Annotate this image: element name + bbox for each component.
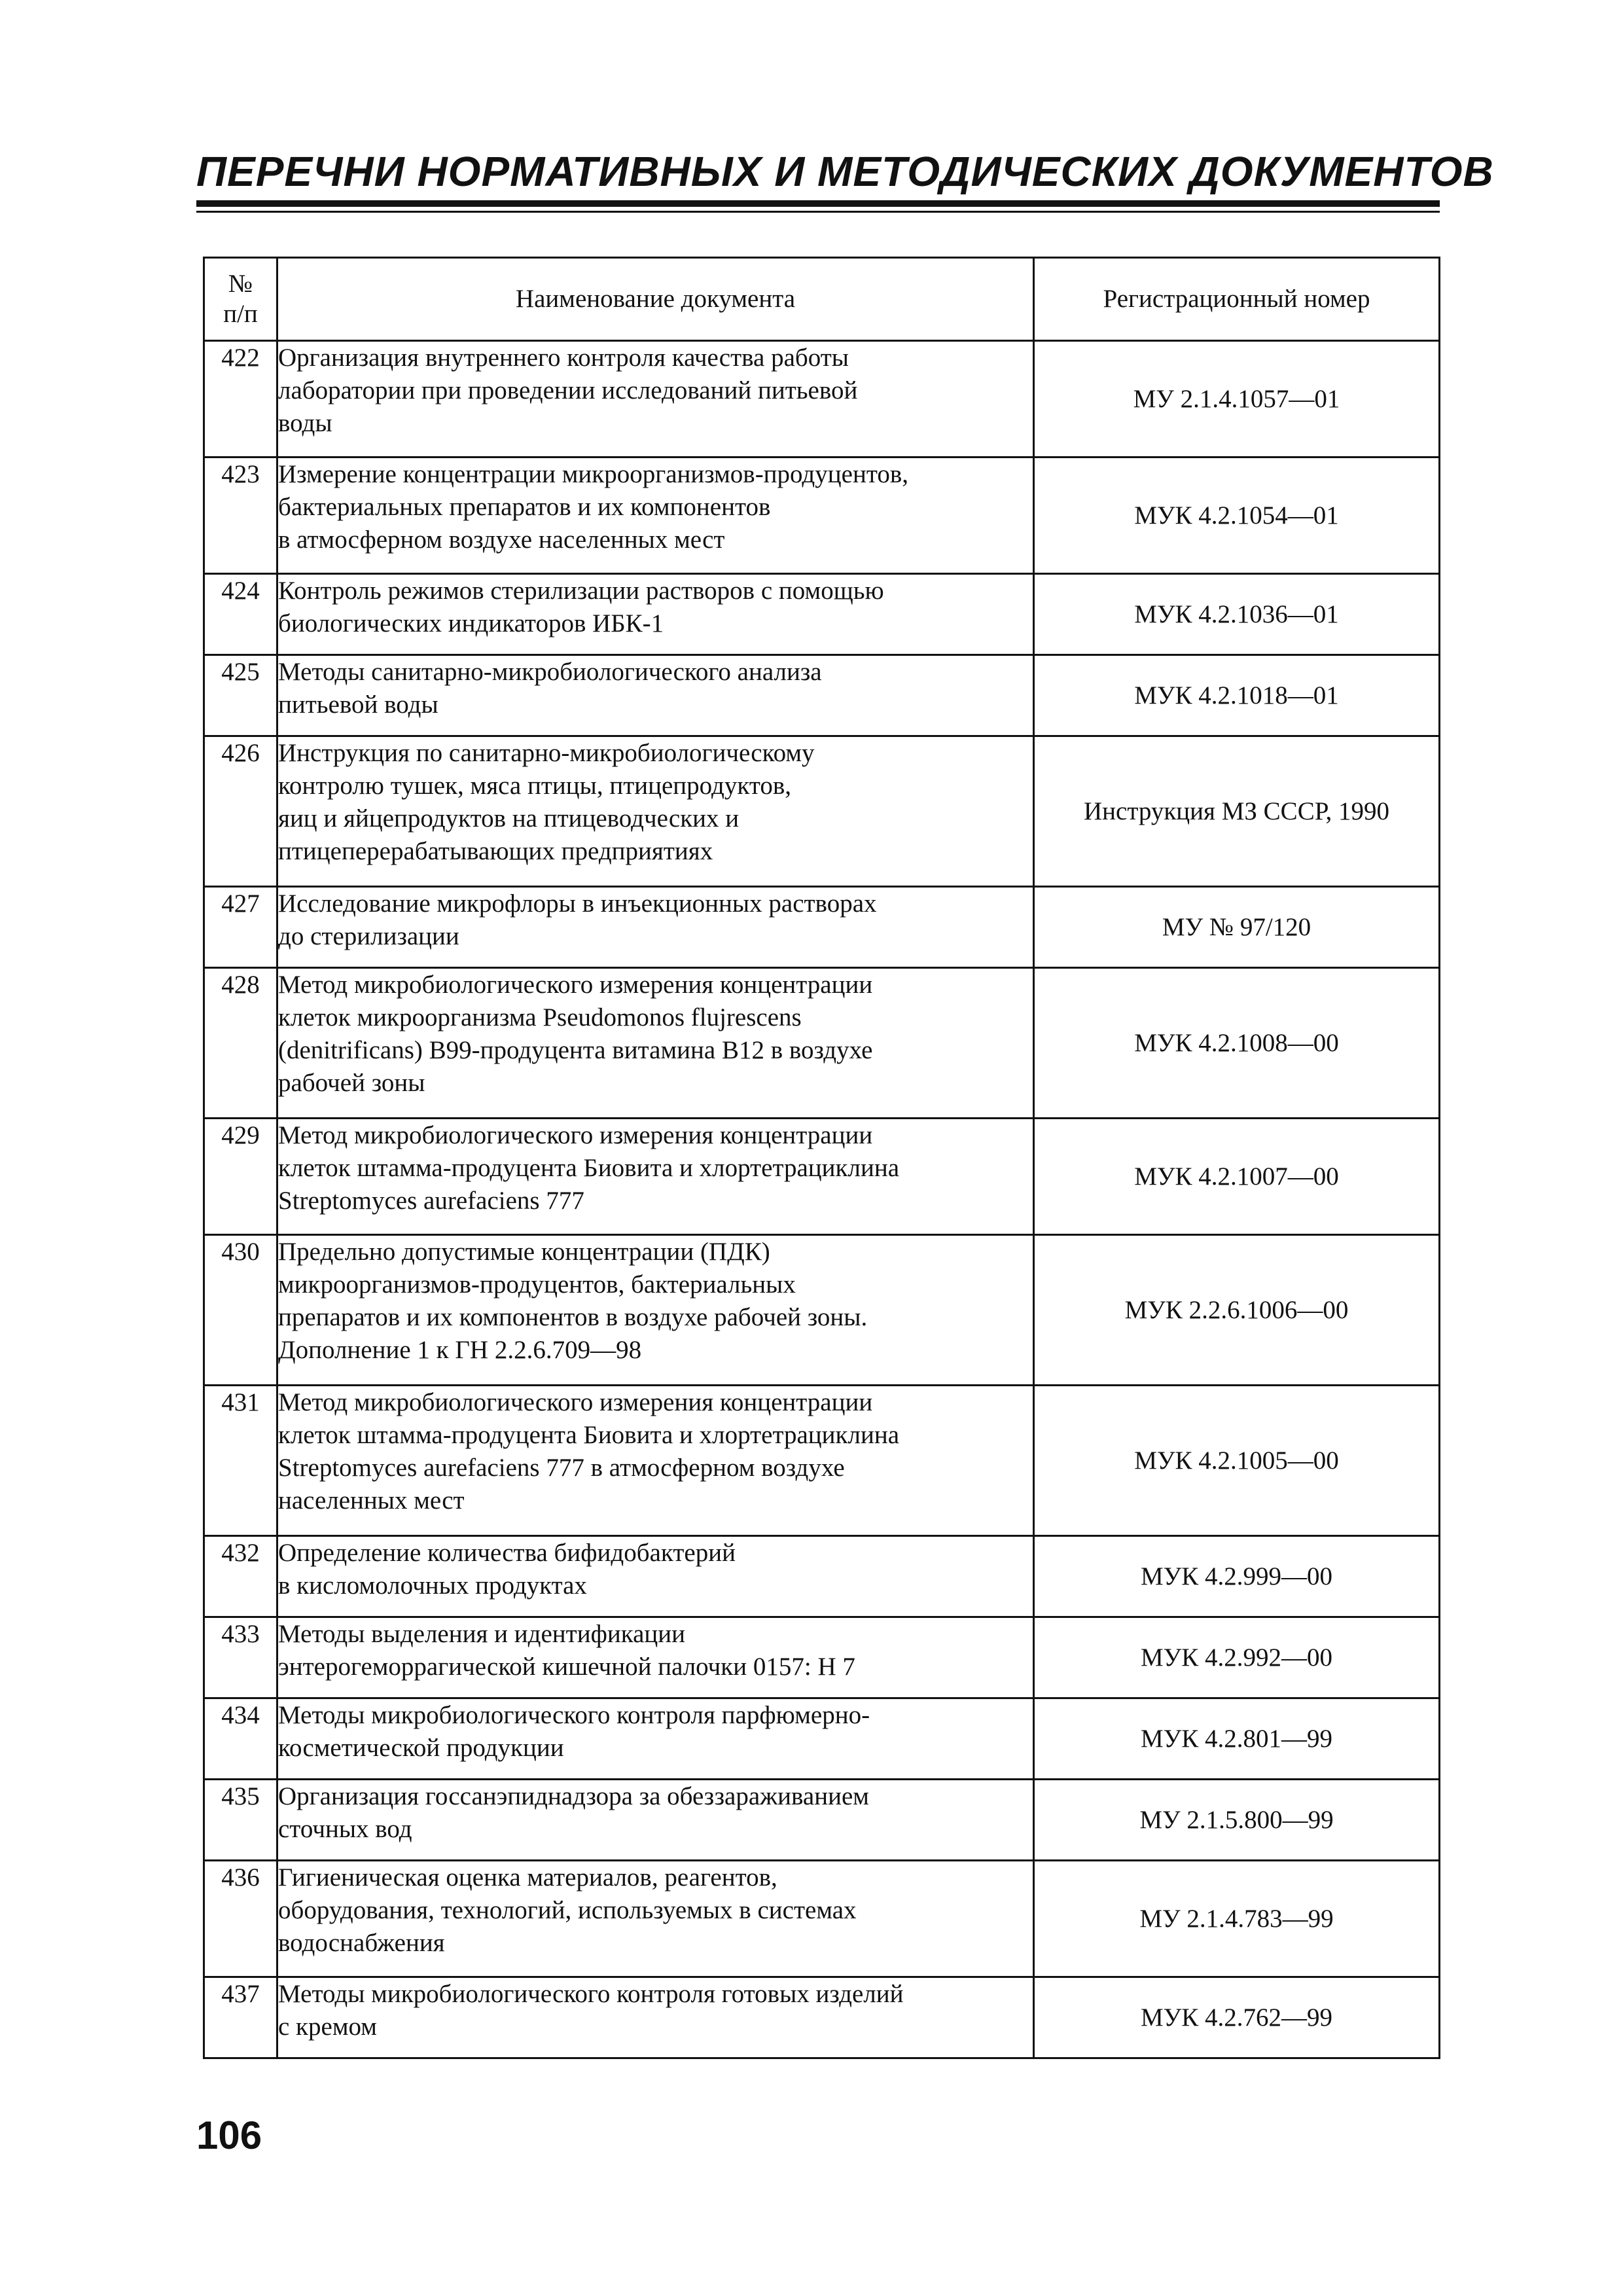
- table-header-row: [204, 258, 1440, 341]
- row-number: 427: [204, 887, 277, 968]
- document-name-line: Контроль режимов стерилизации растворов с помощью: [278, 577, 884, 605]
- document-name-line: сточных вод: [278, 1815, 412, 1843]
- document-name: [277, 1386, 1034, 1536]
- document-name-line: Методы микробиологического контроля готовых изделий: [278, 1980, 904, 2008]
- table-row: [204, 1780, 1440, 1861]
- registration-number: МУК 4.2.992—00: [1034, 1617, 1440, 1698]
- header-rule-thin: [196, 211, 1440, 213]
- registration-number: МУК 4.2.1005—00: [1034, 1386, 1440, 1536]
- document-name-line: контролю тушек, мяса птицы, птицепродуктов,: [278, 772, 792, 800]
- page-number: 106: [196, 2113, 262, 2157]
- table-row: [204, 655, 1440, 736]
- document-name: [277, 887, 1034, 968]
- document-name-line: Streptomyces aurefaciens 777: [278, 1187, 584, 1215]
- row-number: 422: [204, 341, 277, 457]
- table-row: [204, 457, 1440, 574]
- column-header-number-line1: №: [228, 270, 253, 298]
- document-name-line: до стерилизации: [278, 922, 459, 950]
- column-header-number: [204, 258, 277, 341]
- registration-number: МУ 2.1.5.800—99: [1034, 1780, 1440, 1861]
- row-number: 426: [204, 736, 277, 887]
- registration-number: МУК 4.2.801—99: [1034, 1698, 1440, 1780]
- document-name: [277, 1780, 1034, 1861]
- document-name-line: микроорганизмов-продуцентов, бактериальных: [278, 1270, 796, 1299]
- document-name-line: Метод микробиологического измерения концентрации: [278, 1388, 873, 1416]
- document-name-line: в кисломолочных продуктах: [278, 1571, 587, 1600]
- document-name: [277, 1536, 1034, 1617]
- document-name-line: Дополнение 1 к ГН 2.2.6.709—98: [278, 1336, 642, 1364]
- document-name-line: косметической продукции: [278, 1734, 564, 1762]
- column-header-registration: Регистрационный номер: [1034, 258, 1440, 341]
- document-name: [277, 1861, 1034, 1977]
- document-name-line: Гигиеническая оценка материалов, реагентов,: [278, 1863, 777, 1892]
- table-body: [204, 341, 1440, 2058]
- column-header-number-line2: п/п: [223, 300, 258, 328]
- header-rule-thick: [196, 200, 1440, 207]
- document-name-line: рабочей зоны: [278, 1069, 425, 1097]
- document-name-line: Измерение концентрации микроорганизмов-продуцентов,: [278, 460, 909, 488]
- document-name: [277, 1119, 1034, 1235]
- registration-number: МУК 4.2.1007—00: [1034, 1119, 1440, 1235]
- table-row: [204, 1977, 1440, 2058]
- table-row: [204, 1235, 1440, 1386]
- row-number: 425: [204, 655, 277, 736]
- row-number: 424: [204, 574, 277, 655]
- document-name: [277, 1235, 1034, 1386]
- registration-number: МУ № 97/120: [1034, 887, 1440, 968]
- table-row: [204, 1617, 1440, 1698]
- table-row: [204, 1698, 1440, 1780]
- row-number: 429: [204, 1119, 277, 1235]
- row-number: 437: [204, 1977, 277, 2058]
- page-header-title: ПЕРЕЧНИ НОРМАТИВНЫХ И МЕТОДИЧЕСКИХ ДОКУМЕНТОВ: [196, 148, 1494, 195]
- document-name: [277, 341, 1034, 457]
- registration-number: МУК 4.2.1008—00: [1034, 968, 1440, 1119]
- table-row: [204, 574, 1440, 655]
- table-row: [204, 968, 1440, 1119]
- document-name-line: клеток микроорганизма Pseudomonos flujrescens: [278, 1003, 802, 1031]
- document-name-line: энтерогеморрагической кишечной палочки 0157: Н 7: [278, 1653, 855, 1681]
- document-name: [277, 574, 1034, 655]
- row-number: 436: [204, 1861, 277, 1977]
- row-number: 430: [204, 1235, 277, 1386]
- document-name-line: Предельно допустимые концентрации (ПДК): [278, 1238, 770, 1266]
- registration-number: МУК 4.2.1054—01: [1034, 457, 1440, 574]
- document-name-line: яиц и яйцепродуктов на птицеводческих и: [278, 804, 740, 833]
- row-number: 432: [204, 1536, 277, 1617]
- document-name-line: Метод микробиологического измерения концентрации: [278, 1121, 873, 1149]
- registration-number: Инструкция МЗ СССР, 1990: [1034, 736, 1440, 887]
- document-name-line: оборудования, технологий, используемых в системах: [278, 1896, 857, 1924]
- document-name: [277, 655, 1034, 736]
- document-name-line: Инструкция по санитарно-микробиологическому: [278, 739, 815, 767]
- document-name-line: птицеперерабатывающих предприятиях: [278, 837, 713, 865]
- document-name-line: Исследование микрофлоры в инъекционных растворах: [278, 889, 877, 918]
- document-name-line: Методы санитарно-микробиологического анализа: [278, 658, 822, 686]
- document-name-line: населенных мест: [278, 1486, 465, 1515]
- document-name-line: бактериальных препаратов и их компонентов: [278, 493, 771, 521]
- document-name-line: клеток штамма-продуцента Биовита и хлортетрациклина: [278, 1421, 900, 1449]
- table-row: [204, 887, 1440, 968]
- row-number: 434: [204, 1698, 277, 1780]
- document-name-line: с кремом: [278, 2013, 377, 2041]
- document-name-line: питьевой воды: [278, 691, 438, 719]
- row-number: 431: [204, 1386, 277, 1536]
- row-number: 423: [204, 457, 277, 574]
- table-row: [204, 1861, 1440, 1977]
- document-name-line: клеток штамма-продуцента Биовита и хлортетрациклина: [278, 1154, 900, 1182]
- document-name: [277, 1617, 1034, 1698]
- document-name: [277, 736, 1034, 887]
- registration-number: МУ 2.1.4.1057—01: [1034, 341, 1440, 457]
- row-number: 428: [204, 968, 277, 1119]
- documents-table: [203, 257, 1440, 2059]
- document-name-line: Организация внутреннего контроля качества работы: [278, 344, 849, 372]
- registration-number: МУК 4.2.1018—01: [1034, 655, 1440, 736]
- registration-number: МУ 2.1.4.783—99: [1034, 1861, 1440, 1977]
- registration-number: МУК 4.2.762—99: [1034, 1977, 1440, 2058]
- document-name-line: Методы микробиологического контроля парфюмерно-: [278, 1701, 870, 1729]
- document-name-line: воды: [278, 409, 332, 437]
- document-name: [277, 1977, 1034, 2058]
- document-name-line: препаратов и их компонентов в воздухе рабочей зоны.: [278, 1303, 868, 1331]
- document-name-line: Метод микробиологического измерения концентрации: [278, 971, 873, 999]
- document-name-line: Определение количества бифидобактерий: [278, 1539, 736, 1567]
- registration-number: МУК 4.2.999—00: [1034, 1536, 1440, 1617]
- table-row: [204, 1386, 1440, 1536]
- table-row: [204, 1536, 1440, 1617]
- document-name-line: биологических индикаторов ИБК-1: [278, 609, 664, 637]
- document-name-line: Методы выделения и идентификации: [278, 1620, 686, 1648]
- table-row: [204, 736, 1440, 887]
- table-row: [204, 341, 1440, 457]
- document-name-line: Организация госсанэпиднадзора за обеззараживанием: [278, 1782, 869, 1810]
- document-name-line: лаборатории при проведении исследований питьевой: [278, 376, 858, 404]
- document-name: [277, 1698, 1034, 1780]
- document-name-line: (denitrificans) B99-продуцента витамина B12 в воздухе: [278, 1036, 873, 1064]
- registration-number: МУК 2.2.6.1006—00: [1034, 1235, 1440, 1386]
- document-name-line: водоснабжения: [278, 1929, 445, 1957]
- table-row: [204, 1119, 1440, 1235]
- document-name-line: в атмосферном воздухе населенных мест: [278, 526, 725, 554]
- document-name: [277, 457, 1034, 574]
- registration-number: МУК 4.2.1036—01: [1034, 574, 1440, 655]
- column-header-name: Наименование документа: [277, 258, 1034, 341]
- document-name: [277, 968, 1034, 1119]
- row-number: 433: [204, 1617, 277, 1698]
- document-name-line: Streptomyces aurefaciens 777 в атмосферном воздухе: [278, 1454, 845, 1482]
- row-number: 435: [204, 1780, 277, 1861]
